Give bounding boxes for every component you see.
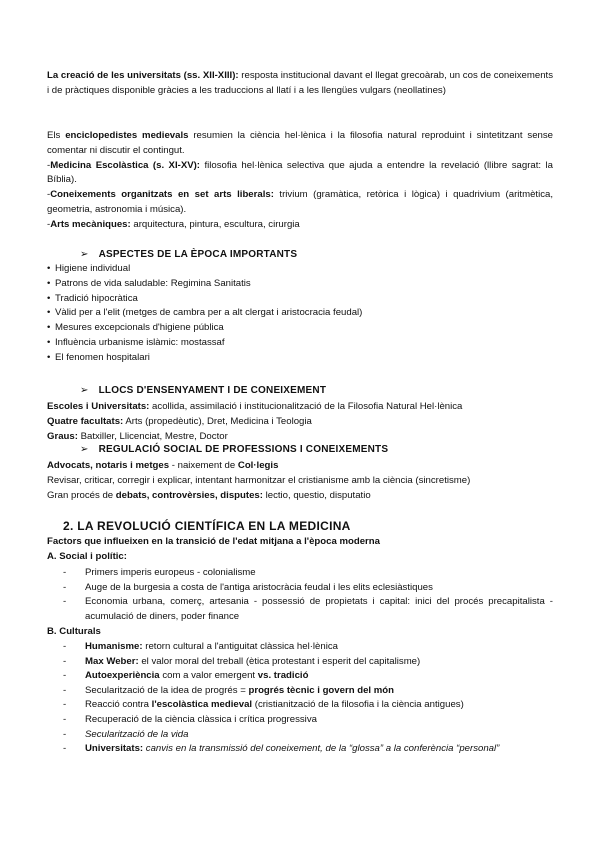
encyclopedists-term: enciclopedistes medievals: [65, 130, 189, 141]
list-item: - Primers imperis europeus - colonialisme: [63, 567, 256, 578]
heading-llocs: ➢ LLOCS D'ENSENYAMENT I DE CONEIXEMENT: [80, 385, 327, 396]
list-item: - Max Weber: el valor moral del treball (ètica protestant i esperit del capitalisme): [63, 655, 421, 667]
list-item: - Secularització de la vida: [63, 728, 189, 740]
list-item: • Patrons de vida saludable: Regimina Sanitatis: [47, 277, 362, 292]
list-item: • Influència urbanisme islàmic: mostassaf: [47, 336, 362, 351]
regulacio-block: Advocats, notaris i metges - naixement de Col·legis Revisar, criticar, corregir i explicar, intentant harmonitzar el cristianisme amb la ciència (sincretisme) Gran procés de debats, controvèrsies, disputes: lectio, questio, disputatio: [47, 460, 471, 501]
bullet-dot-icon: •: [47, 292, 51, 304]
bullet-dot-icon: •: [47, 351, 51, 363]
heading-aspectes: ➢ ASPECTES DE LA ÈPOCA IMPORTANTS: [80, 249, 298, 260]
social-list: [63, 566, 553, 624]
factors-header: [47, 535, 553, 565]
aspectes-list: [47, 262, 362, 366]
list-item: - Humanisme: retorn cultural a l'antiguitat clàssica hel·lènica: [63, 641, 338, 652]
llocs-block: Escoles i Universitats: acollida, assimilació i institucionalització de la Filosofia Natural Hel·lènica Quatre facultats: Arts (propedèutic), Dret, Medicina i Teologia Graus: Batxiller, Llicenciat, Mestre, Doctor: [47, 401, 463, 442]
universities-text: resposta institucional davant el llegat grecoàrab, un cos de coneixements i de pràctiques disponible gràcies a les traduccions al llatí i a les llengües vulgars (neollatines): [47, 70, 553, 96]
list-item: • Tradició hipocràtica: [47, 292, 362, 307]
paragraph-universities: [47, 69, 553, 99]
arrow-bullet-icon: ➢: [80, 249, 89, 260]
scholastic-medicine-term: Medicina Escolàstica (s. XI-XV):: [50, 159, 201, 171]
bullet-dot-icon: •: [47, 277, 51, 289]
arrow-bullet-icon: ➢: [80, 385, 89, 396]
list-item: - Auge de la burgesia a costa de l'antiga aristocràcia feudal i les elits eclesiàstiques: [63, 581, 433, 593]
faculties-term: Quatre facultats:: [47, 415, 124, 427]
heading-regulacio: ➢ REGULACIÓ SOCIAL DE PROFESSIONS I CONEIXEMENTS: [80, 444, 389, 455]
universities-heading: La creació de les universitats (ss. XII-XIII):: [47, 70, 239, 81]
list-item: • Vàlid per a l'elit (metges de cambra per a alt clergat i aristocracia feudal): [47, 306, 362, 321]
list-item: • Mesures excepcionals d'higiene pública: [47, 321, 362, 336]
list-item: - Secularització de la idea de progrés = progrés tècnic i govern del món: [63, 684, 395, 696]
cultural-title: B. Culturals: [47, 626, 101, 637]
cultural-list: [63, 640, 553, 757]
social-political-title: A. Social i polític:: [47, 550, 127, 562]
cultural-header: [47, 625, 553, 640]
degrees-term: Graus:: [47, 430, 78, 442]
list-item: - Universitats: canvis en la transmissió del coneixement, de la “glossa” a la conferència “personal”: [63, 743, 500, 755]
liberal-arts-term: Coneixements organitzats en set arts liberals:: [50, 189, 274, 201]
list-item: • Higiene individual: [47, 262, 362, 277]
bullet-dot-icon: •: [47, 263, 51, 274]
mechanical-arts-term: Arts mecàniques:: [50, 218, 131, 230]
section-2-title: 2. LA REVOLUCIÓ CIENTÍFICA EN LA MEDICINA: [63, 519, 351, 533]
arrow-bullet-icon: ➢: [80, 444, 89, 455]
list-item: - Autoexperiència com a valor emergent vs. tradició: [63, 670, 309, 682]
bullet-dot-icon: •: [47, 336, 51, 348]
list-item: - Economia urbana, comerç, artesania - possessió de propietats i capital: inici del procés precapitalista - acumulació de diners, poder finance: [63, 596, 553, 622]
bullet-dot-icon: •: [47, 322, 51, 334]
list-item: - Reacció contra l'escolàstica medieval (cristianització de la filosofia i la ciència antigues): [63, 699, 464, 711]
paragraph-encyclopedists: Els enciclopedistes medievals resumien la ciència hel·lènica i la filosofia natural reproduint i sintetitzant sense comentar ni discutir el contingut. -Medicina Escolàstica (s. XI-XV): filosofia hel·lènica selectiva que ajuda a entendre la revelació (llibre sagrat: la Bíblia). -Coneixements organitzats en set arts liberals: trivium (gramàtica, retòrica i lògica) i quadrivium (aritmètica, geometria, astronomia i música). -Arts mecàniques: arquitectura, pintura, escultura, cirurgia: [47, 130, 554, 230]
schools-term: Escoles i Universitats:: [47, 401, 150, 412]
factors-title: Factors que influeixen en la transició de l'edat mitjana a l'època moderna: [47, 536, 380, 547]
bullet-dot-icon: •: [47, 307, 51, 319]
list-item: - Recuperació de la ciència clàssica i crítica progressiva: [63, 713, 317, 725]
list-item: • El fenomen hospitalari: [47, 351, 362, 366]
